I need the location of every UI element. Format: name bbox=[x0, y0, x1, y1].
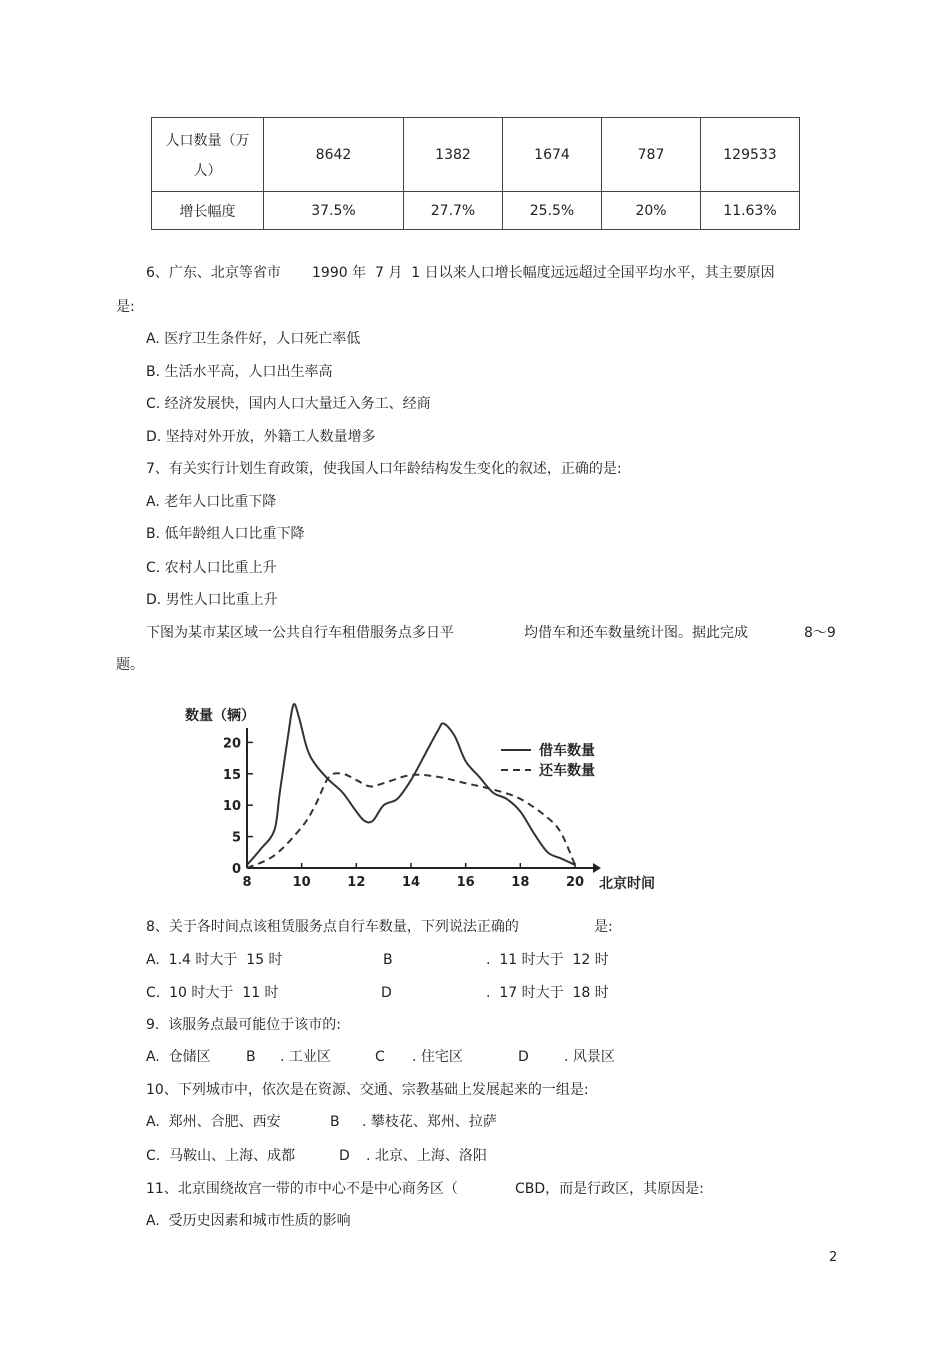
q11-option-a: A. 受历史因素和城市性质的影响 bbox=[146, 1213, 351, 1229]
q8-stem-part1: 8、关于各时间点该租赁服务点自行车数量，下列说法正确的 bbox=[146, 919, 519, 935]
table-cell: 27.7% bbox=[404, 192, 503, 230]
q10-option-d: . 北京、上海、洛阳 bbox=[366, 1148, 487, 1164]
q10-stem: 10、下列城市中，依次是在资源、交通、宗教基础上发展起来的一组是: bbox=[146, 1082, 589, 1098]
q6-stem-part2: 1990 年 7 月 1 日以来人口增长幅度远远超过全国平均水平，其主要原因 bbox=[312, 265, 775, 281]
q8-option-b-letter: B bbox=[383, 952, 393, 968]
y-tick-label: 5 bbox=[231, 830, 241, 846]
chart-legend bbox=[501, 742, 595, 779]
table-cell-label bbox=[152, 118, 264, 192]
chart-series bbox=[247, 704, 575, 868]
x-tick-label: 20 bbox=[565, 875, 585, 890]
population-table bbox=[151, 117, 800, 230]
chart-intro-part2: 均借车和还车数量统计图。据此完成 bbox=[524, 625, 748, 641]
q9-option-a: A. 仓储区 bbox=[146, 1049, 211, 1065]
q10-option-c: C. 马鞍山、上海、成都 bbox=[146, 1148, 296, 1164]
q8-option-d-letter: D bbox=[381, 985, 392, 1001]
q9-option-b: . 工业区 bbox=[280, 1049, 331, 1065]
q11-stem-part2: CBD，而是行政区，其原因是: bbox=[515, 1181, 704, 1197]
q6-option-c: C. 经济发展快，国内人口大量迁入务工、经商 bbox=[146, 396, 431, 412]
table-cell: 20% bbox=[602, 192, 701, 230]
table-cell: 1674 bbox=[503, 118, 602, 192]
x-tick-label: 16 bbox=[456, 875, 475, 890]
x-axis-arrow bbox=[593, 863, 601, 873]
q7-option-a: A. 老年人口比重下降 bbox=[146, 494, 277, 510]
x-tick-label: 8 bbox=[242, 875, 252, 890]
q9-stem: 9. 该服务点最可能位于该市的: bbox=[146, 1017, 341, 1033]
table-cell: 37.5% bbox=[264, 192, 404, 230]
x-tick-label: 18 bbox=[511, 875, 530, 890]
q7-stem: 7、有关实行计划生育政策，使我国人口年龄结构发生变化的叙述，正确的是: bbox=[146, 461, 622, 477]
q9-option-b-letter: B bbox=[246, 1049, 256, 1065]
q8-stem-part2: 是: bbox=[594, 919, 613, 935]
q8-option-d: . 17 时大于 18 时 bbox=[486, 985, 609, 1001]
q9-option-d: . 风景区 bbox=[564, 1049, 615, 1065]
table-cell: 129533 bbox=[701, 118, 800, 192]
q8-option-a: A. 1.4 时大于 15 时 bbox=[146, 952, 283, 968]
q7-option-c: C. 农村人口比重上升 bbox=[146, 560, 277, 576]
table-cell: 11.63% bbox=[701, 192, 800, 230]
y-tick-label: 0 bbox=[231, 862, 241, 877]
q8-option-b: . 11 时大于 12 时 bbox=[486, 952, 609, 968]
page-number: 2 bbox=[829, 1250, 838, 1265]
x-tick-label: 10 bbox=[292, 875, 311, 890]
q10-option-b-letter: B bbox=[330, 1114, 340, 1130]
y-tick-label: 10 bbox=[222, 799, 241, 815]
cell-label-line: 人口数量（万 bbox=[165, 132, 250, 149]
y-axis-label: 数量（辆） bbox=[185, 708, 255, 724]
table-cell: 8642 bbox=[264, 118, 404, 192]
table-cell-label: 增长幅度 bbox=[152, 192, 264, 230]
q6-stem-part3: 是: bbox=[116, 299, 135, 315]
x-tick-label: 14 bbox=[401, 875, 421, 890]
table-cell: 1382 bbox=[404, 118, 503, 192]
x-axis-label: 北京时间 bbox=[599, 876, 655, 892]
cell-label-line: 人） bbox=[193, 162, 222, 179]
legend-label: 借车数量 bbox=[539, 743, 595, 759]
y-tick-label: 15 bbox=[222, 767, 241, 783]
q6-option-d: D. 坚持对外开放，外籍工人数量增多 bbox=[146, 429, 376, 445]
borrow-series-line bbox=[247, 704, 575, 865]
q7-option-b: B. 低年龄组人口比重下降 bbox=[146, 526, 305, 542]
q6-option-a: A. 医疗卫生条件好，人口死亡率低 bbox=[146, 331, 361, 347]
q6-stem-part1: 6、广东、北京等省市 bbox=[146, 265, 281, 281]
bike-rental-chart bbox=[175, 700, 675, 900]
q9-option-c: . 住宅区 bbox=[412, 1049, 463, 1065]
table-row bbox=[152, 118, 800, 192]
q10-option-d-letter: D bbox=[339, 1148, 350, 1164]
q6-option-b: B. 生活水平高，人口出生率高 bbox=[146, 364, 333, 380]
q11-stem-part1: 11、北京围绕故宫一带的市中心不是中心商务区（ bbox=[146, 1181, 458, 1197]
chart-intro-part4: 题。 bbox=[116, 657, 144, 673]
table-cell: 25.5% bbox=[503, 192, 602, 230]
y-tick-label: 20 bbox=[222, 736, 241, 752]
q8-option-c: C. 10 时大于 11 时 bbox=[146, 985, 279, 1001]
table-row bbox=[152, 192, 800, 230]
legend-label: 还车数量 bbox=[539, 763, 595, 779]
q10-option-b: . 攀枝花、郑州、拉萨 bbox=[362, 1114, 497, 1130]
q9-option-d-letter: D bbox=[518, 1049, 529, 1065]
q9-option-c-letter: C bbox=[375, 1049, 385, 1065]
q10-option-a: A. 郑州、合肥、西安 bbox=[146, 1114, 281, 1130]
q7-option-d: D. 男性人口比重上升 bbox=[146, 592, 278, 608]
table-cell: 787 bbox=[602, 118, 701, 192]
x-tick-label: 12 bbox=[347, 875, 366, 890]
chart-intro-part3: 8～9 bbox=[804, 625, 836, 641]
chart-intro-part1: 下图为某市某区域一公共自行车租借服务点多日平 bbox=[146, 625, 454, 641]
